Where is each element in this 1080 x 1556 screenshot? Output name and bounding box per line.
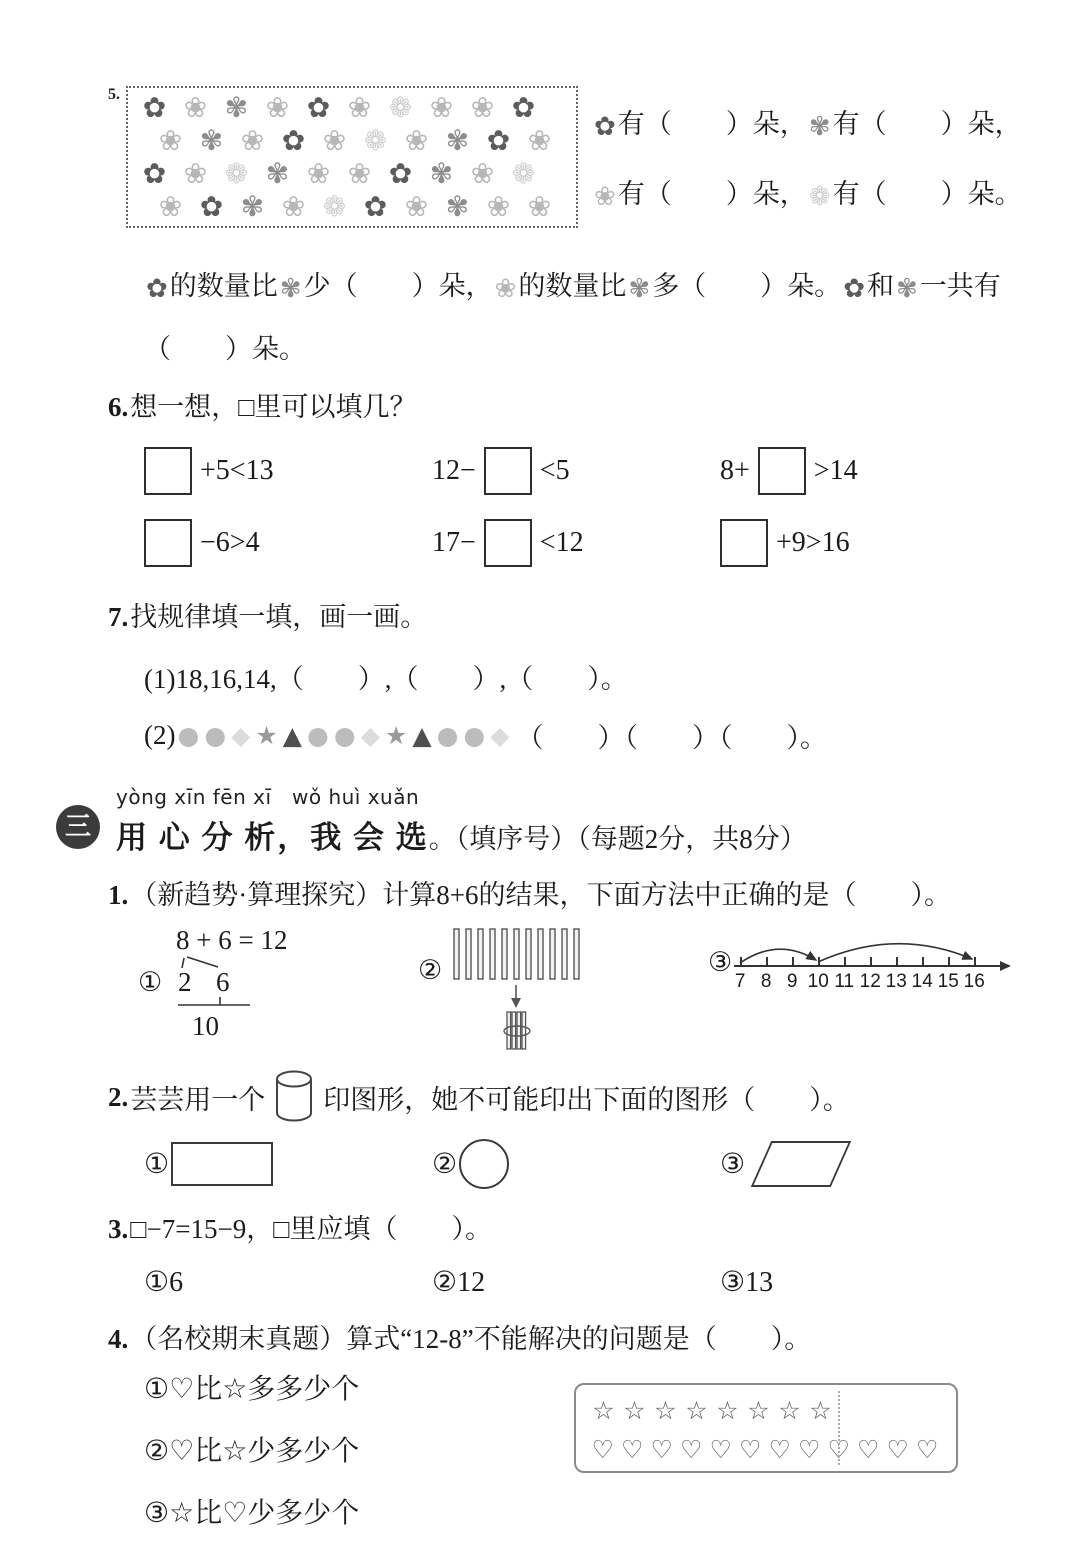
- option-3-label: ③: [708, 947, 733, 977]
- expr-post: +9>16: [776, 527, 850, 558]
- plum-flower-icon: ❀: [404, 190, 429, 223]
- numline-label: 7: [734, 971, 746, 992]
- text-run: 有（ ）朵，: [832, 109, 1022, 139]
- split-number-a: 2: [178, 967, 192, 997]
- heart-icon: ♡: [680, 1434, 703, 1464]
- question-6: [108, 389, 1024, 569]
- heart-icon: ♡: [621, 1434, 644, 1464]
- star-flower-icon: ✾: [628, 274, 651, 304]
- heart-icon: ♡: [768, 1434, 791, 1464]
- plum-flower-icon: ❀: [347, 157, 372, 190]
- option-parallelogram: [720, 1141, 1008, 1187]
- star-icon: ☆: [592, 1395, 615, 1425]
- option-3: ③13: [720, 1267, 774, 1298]
- plum-flower-icon: ❀: [306, 157, 331, 190]
- plum-flower-icon: ❀: [281, 190, 306, 223]
- question-5-paragraph: [144, 256, 1028, 379]
- circle-shape: ●: [463, 721, 486, 750]
- question-7-title: 找规律填一填，画一画。: [130, 602, 428, 632]
- stars-row: [588, 1390, 944, 1430]
- plum-flower-icon: ❀: [470, 91, 495, 124]
- choice-question-1: [108, 877, 1024, 1063]
- cylinder-icon: [271, 1069, 317, 1125]
- option-1-decomposition: [138, 925, 418, 1063]
- question-7-item-2: [144, 716, 1024, 755]
- expr-pre: 17−: [432, 527, 476, 558]
- numline-label: 15: [937, 971, 959, 992]
- flower-picture-box: [126, 86, 578, 228]
- star-flower-icon: ✾: [240, 190, 265, 223]
- dark-flower-icon: ✿: [281, 124, 306, 157]
- heart-icon: ♡: [798, 1434, 821, 1464]
- number-line: [734, 935, 1012, 1007]
- dark-flower-icon: ✿: [843, 274, 865, 304]
- question-6-number: 6.: [108, 392, 129, 422]
- answer-box: [144, 519, 192, 567]
- option-2-sticks: [418, 925, 708, 1063]
- light-flower-icon: ❁: [322, 190, 347, 223]
- numline-label: 12: [859, 971, 881, 992]
- plum-flower-icon: ❀: [322, 124, 347, 157]
- inequality-item: [432, 447, 720, 495]
- choice-1-number: 1.: [108, 880, 129, 910]
- question-6-row-1: [144, 445, 1024, 497]
- choice-2-number: 2.: [108, 1081, 129, 1112]
- diamond-shape: ◆: [231, 721, 251, 750]
- choice-2-title-post: 印图形，她不可能印出下面的图形（ ）。: [323, 1084, 850, 1115]
- dark-flower-icon: ✿: [511, 91, 536, 124]
- section-three-header: [56, 781, 1024, 857]
- numline-tick: [740, 957, 742, 967]
- choice-question-3: [108, 1211, 1024, 1299]
- circle-shape: ●: [307, 721, 329, 750]
- answer-box: [484, 519, 532, 567]
- plum-flower-icon: ❀: [470, 157, 495, 190]
- numline-tick: [766, 957, 768, 967]
- dark-flower-icon: ✿: [142, 157, 167, 190]
- star-shape: ★: [384, 721, 408, 750]
- star-flower-icon: ✾: [224, 91, 249, 124]
- diamond-shape: ◆: [490, 721, 510, 750]
- choice-4-title: （名校期末真题）算式“12-8”不能解决的问题是（ ）。: [130, 1324, 812, 1354]
- question-5: [108, 86, 1024, 242]
- partial-sum: 10: [192, 1011, 219, 1041]
- option-3: ③☆比♡少多少个: [144, 1498, 360, 1529]
- item-2-prefix: (2): [144, 720, 176, 750]
- light-flower-icon: ❁: [511, 157, 536, 190]
- star-flower-icon: ✾: [445, 190, 470, 223]
- expr-post: −6>4: [200, 527, 260, 558]
- choice-4-body: [108, 1371, 1024, 1556]
- flower-row: [134, 157, 570, 190]
- option-3-label: ③: [720, 1149, 746, 1180]
- option-3-number-line: [708, 925, 1012, 1063]
- numline-tick: [948, 957, 950, 967]
- circle-shape: ●: [436, 721, 459, 750]
- numline-tick: [844, 957, 846, 967]
- star-icon: ☆: [654, 1395, 677, 1425]
- numline-label: 16: [963, 971, 985, 992]
- hearts-row: [588, 1430, 944, 1468]
- dark-flower-icon: ✿: [146, 274, 168, 304]
- numline-tick: [792, 957, 794, 967]
- section-pinyin: yòng xīn fēn xī wǒ huì xuǎn: [116, 785, 420, 809]
- blank-line-2: [592, 172, 1022, 212]
- numline-label: 9: [786, 971, 798, 992]
- light-flower-icon: ❁: [224, 157, 249, 190]
- star-icon: ☆: [623, 1395, 646, 1425]
- text-run: 一共有（ ）朵。: [144, 271, 1001, 364]
- item-2-suffix: （ ）（ ）（ ）。: [516, 723, 827, 753]
- text-run: 少（ ）朵，: [303, 271, 493, 301]
- choice-1-title: （新趋势·算理探究）计算8+6的结果，下面方法中正确的是（ ）。: [130, 880, 951, 910]
- flower-row: [134, 91, 570, 124]
- light-flower-icon: ❁: [808, 182, 831, 212]
- option-rectangle: [144, 1142, 432, 1186]
- inequality-item: [720, 447, 858, 495]
- dark-flower-icon: ✿: [142, 91, 167, 124]
- star-icon: ☆: [685, 1395, 708, 1425]
- text-run: 有（ ）朵。: [832, 179, 1022, 209]
- option-2: ②♡比☆少多少个: [144, 1436, 360, 1467]
- bundled-sticks-illustration: [450, 925, 600, 1053]
- choice-1-options: [138, 925, 1024, 1063]
- choice-2-options: [144, 1139, 1024, 1189]
- numline-tick: [922, 957, 924, 967]
- choice-4-options: [144, 1371, 474, 1556]
- flower-row: [134, 124, 570, 157]
- shape-pattern: [177, 723, 514, 748]
- answer-box: [144, 447, 192, 495]
- expr-post: >14: [813, 455, 858, 486]
- numline-tick: [818, 957, 820, 967]
- heart-icon: ♡: [916, 1434, 939, 1464]
- text-run: 多（ ）朵。: [652, 271, 842, 301]
- heart-icon: ♡: [650, 1434, 673, 1464]
- choice-3-number: 3.: [108, 1214, 129, 1244]
- question-7-item-1: [144, 657, 1024, 696]
- diamond-shape: ◆: [360, 721, 380, 750]
- light-flower-icon: ❁: [388, 91, 413, 124]
- text-run: 和: [866, 271, 894, 301]
- inequality-item: [144, 519, 432, 567]
- choice-4-number: 4.: [108, 1324, 129, 1354]
- plum-flower-icon: ❀: [265, 91, 290, 124]
- circle-shape: ●: [177, 721, 200, 750]
- star-icon: ☆: [778, 1395, 801, 1425]
- question-5-number: 5.: [108, 86, 120, 103]
- number-bond-lines: [138, 925, 418, 1055]
- option-2: ②12: [432, 1267, 486, 1298]
- expr-post: <5: [539, 455, 570, 486]
- dark-flower-icon: ✿: [306, 91, 331, 124]
- numline-label: 11: [834, 971, 855, 992]
- triangle-shape: ▲: [412, 721, 432, 750]
- question-5-blanks: [592, 86, 1022, 242]
- plum-flower-icon: ❀: [527, 190, 552, 223]
- dark-flower-icon: ✿: [363, 190, 388, 223]
- section-three-badge: 三: [56, 805, 100, 849]
- star-icon: ☆: [809, 1395, 832, 1425]
- dotted-divider: [838, 1391, 840, 1465]
- plum-flower-icon: ❀: [486, 190, 511, 223]
- numline-label: 14: [911, 971, 933, 992]
- plum-flower-icon: ❀: [240, 124, 265, 157]
- plum-flower-icon: ❀: [183, 91, 208, 124]
- expr-pre: 12−: [432, 455, 476, 486]
- plum-flower-icon: ❀: [404, 124, 429, 157]
- option-2-label: ②: [432, 1149, 458, 1180]
- choice-question-2: [108, 1069, 1024, 1125]
- numline-label: 13: [885, 971, 907, 992]
- expr-post: +5<13: [200, 455, 274, 486]
- text-run: 的数量比: [169, 271, 278, 301]
- flower-row: [134, 190, 570, 223]
- inequality-item: [720, 519, 850, 567]
- triangle-shape: ▲: [282, 721, 303, 750]
- star-flower-icon: ✾: [808, 112, 831, 142]
- option-1-label: ①: [144, 1149, 170, 1180]
- inequality-item: [144, 447, 432, 495]
- plum-flower-icon: ❀: [594, 182, 616, 212]
- plum-flower-icon: ❀: [183, 157, 208, 190]
- plum-flower-icon: ❀: [494, 274, 517, 304]
- heart-icon: ♡: [886, 1434, 909, 1464]
- option-1: ①♡比☆多多少个: [144, 1374, 360, 1405]
- heart-icon: ♡: [591, 1434, 614, 1464]
- question-6-row-2: [144, 517, 1024, 569]
- text-run: 有（ ）朵，: [617, 179, 807, 209]
- dark-flower-icon: ✿: [199, 190, 224, 223]
- rectangle-shape: [171, 1142, 273, 1186]
- question-7-number: 7.: [108, 602, 129, 632]
- plum-flower-icon: ❀: [158, 124, 183, 157]
- dark-flower-icon: ✿: [388, 157, 413, 190]
- star-icon: ☆: [716, 1395, 739, 1425]
- section-title-suffix: 。（填序号）（每题2分，共8分）: [428, 824, 807, 854]
- star-flower-icon: ✾: [445, 124, 470, 157]
- plum-flower-icon: ❀: [158, 190, 183, 223]
- answer-box: [484, 447, 532, 495]
- option-2-label: ②: [418, 955, 443, 985]
- text-run: 的数量比: [518, 271, 627, 301]
- plum-flower-icon: ❀: [527, 124, 552, 157]
- blank-line-1: [592, 102, 1022, 142]
- equation: 8 + 6 = 12: [176, 925, 288, 955]
- star-flower-icon: ✾: [279, 274, 302, 304]
- choice-3-title: □−7=15−9，□里应填（ ）。: [130, 1214, 493, 1244]
- split-number-b: 6: [216, 967, 230, 997]
- text-run: 有（ ）朵，: [617, 109, 807, 139]
- number-sequence: (1)18,16,14,（ ）,（ ）,（ ）。: [144, 664, 628, 694]
- heart-icon: ♡: [709, 1434, 732, 1464]
- star-flower-icon: ✾: [895, 274, 918, 304]
- choice-2-title-pre: 芸芸用一个: [130, 1084, 266, 1115]
- parallelogram-shape: [751, 1141, 851, 1187]
- option-circle: [432, 1139, 720, 1189]
- plum-flower-icon: ❀: [429, 91, 454, 124]
- expr-post: <12: [539, 527, 584, 558]
- circle-shape: [459, 1139, 509, 1189]
- dark-flower-icon: ✿: [594, 112, 616, 142]
- star-flower-icon: ✾: [199, 124, 224, 157]
- circle-shape: ●: [333, 721, 356, 750]
- stars-hearts-box: [574, 1383, 958, 1473]
- star-flower-icon: ✾: [265, 157, 290, 190]
- choice-question-4: [108, 1321, 1024, 1556]
- light-flower-icon: ❁: [363, 124, 388, 157]
- star-shape: ★: [255, 721, 278, 750]
- section-title: 用 心 分 析，我 会 选: [116, 820, 429, 855]
- choice-3-options: [144, 1265, 1024, 1299]
- plum-flower-icon: ❀: [347, 91, 372, 124]
- numline-tick: [870, 957, 872, 967]
- numline-label: 10: [807, 971, 829, 992]
- question-7: [108, 599, 1024, 755]
- option-1-label: ①: [138, 967, 163, 997]
- numline-label: 8: [760, 971, 772, 992]
- numline-tick: [896, 957, 898, 967]
- heart-icon: ♡: [857, 1434, 880, 1464]
- option-1: ①6: [144, 1267, 184, 1298]
- star-flower-icon: ✾: [429, 157, 454, 190]
- heart-icon: ♡: [739, 1434, 762, 1464]
- answer-box: [720, 519, 768, 567]
- dark-flower-icon: ✿: [486, 124, 511, 157]
- answer-box: [758, 447, 806, 495]
- expr-pre: 8+: [720, 455, 750, 486]
- section-header-text: [116, 781, 807, 857]
- heart-icon: ♡: [827, 1434, 850, 1464]
- question-6-title: 想一想，□里可以填几？: [130, 392, 417, 422]
- star-icon: ☆: [747, 1395, 770, 1425]
- inequality-item: [432, 519, 720, 567]
- numline-tick: [974, 957, 976, 967]
- circle-shape: ●: [204, 721, 227, 750]
